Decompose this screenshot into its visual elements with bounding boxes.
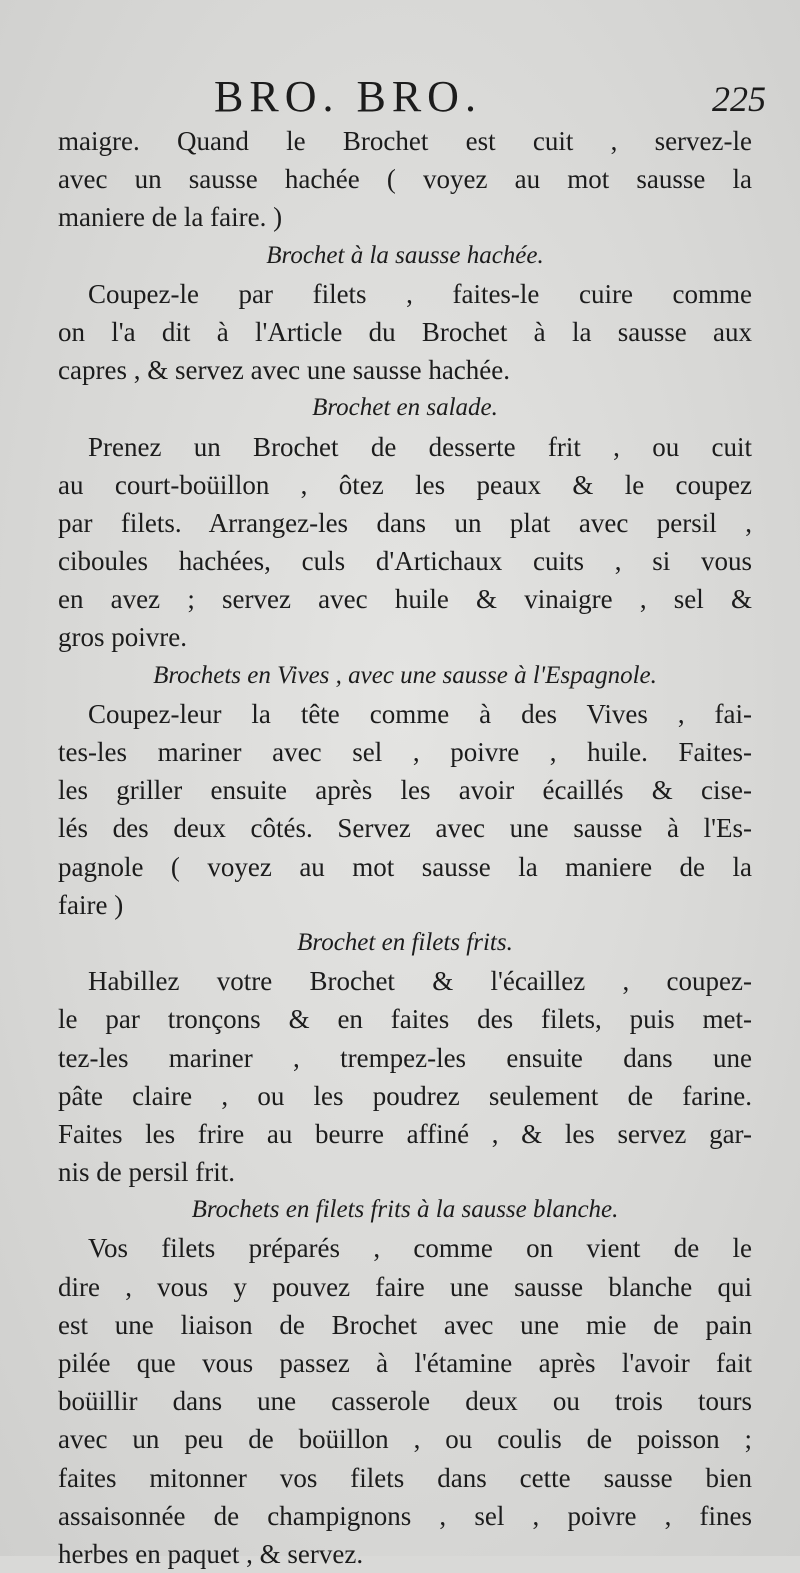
page-number: 225 xyxy=(712,79,766,119)
recipe-heading: Brochet à la sausse hachée. xyxy=(266,241,544,269)
text-line: herbes en paquet , & servez. xyxy=(58,1538,364,1569)
text-line: Prenez un Brochet de desserte frit , ou cuit xyxy=(88,431,752,462)
text-line: faites mitonner vos filets dans cette sausse bien xyxy=(58,1462,752,1493)
text-line: pâte claire , ou les poudrez seulement de farine. xyxy=(58,1080,752,1111)
text-line: dire , vous y pouvez faire une sausse blanche qui xyxy=(58,1271,752,1302)
text-line: est une liaison de Brochet avec une mie de pain xyxy=(58,1309,752,1340)
text-line: lés des deux côtés. Servez avec une sausse à l'Es- xyxy=(58,813,752,844)
text-line: capres , & servez avec une sausse hachée. xyxy=(58,355,511,386)
page-header xyxy=(0,72,800,122)
text-line: Faites les frire au beurre affiné , & les servez gar- xyxy=(58,1118,752,1149)
recipe-heading: Brochets en filets frits à la sausse blanche. xyxy=(191,1196,619,1224)
text-line: Coupez-le par filets , faites-le cuire comme xyxy=(88,278,752,309)
recipe-heading: Brochet en salade. xyxy=(312,394,498,422)
text-line: maigre. Quand le Brochet est cuit , servez-le xyxy=(58,126,752,156)
text-line: Coupez-leur la tête comme à des Vives , fai- xyxy=(88,698,752,729)
text-line: ciboules hachées, culs d'Artichaux cuits , si vous xyxy=(58,546,752,577)
text-line: faire ) xyxy=(58,889,124,920)
text-line: avec un sausse hachée ( voyez au mot sausse la xyxy=(58,164,752,195)
text-line: pilée que vous passez à l'étamine après l'avoir fait xyxy=(58,1348,752,1378)
text-line: Habillez votre Brochet & l'écaillez , coupez- xyxy=(88,966,752,997)
text-line: le par tronçons & en faites des filets, puis met- xyxy=(58,1004,752,1035)
text-line: gros poivre. xyxy=(58,622,187,653)
text-line: au court-boüillon , ôtez les peaux & le coupez xyxy=(58,469,752,500)
text-line: nis de persil frit. xyxy=(58,1157,235,1188)
text-line: maniere de la faire. ) xyxy=(58,202,283,233)
body-text xyxy=(58,122,752,1573)
text-line: tez-les mariner , trempez-les ensuite dans une xyxy=(58,1042,752,1073)
text-line: on l'a dit à l'Article du Brochet à la sausse aux xyxy=(58,316,752,347)
text-line: boüillir dans une casserole deux ou trois tours xyxy=(58,1386,752,1417)
recipe-heading: Brochet en filets frits. xyxy=(297,928,513,956)
text-line: pagnole ( voyez au mot sausse la maniere de la xyxy=(58,851,752,882)
text-line: en avez ; servez avec huile & vinaigre , sel & xyxy=(58,584,752,615)
running-head: BRO. BRO. xyxy=(214,72,482,121)
text-line: avec un peu de boüillon , ou coulis de poisson ; xyxy=(58,1424,752,1455)
text-line: assaisonnée de champignons , sel , poivre , fines xyxy=(58,1500,752,1531)
text-line: Vos filets préparés , comme on vient de le xyxy=(88,1233,752,1264)
recipe-heading: Brochets en Vives , avec une sausse à l'Espagnole. xyxy=(153,661,657,689)
text-line: par filets. Arrangez-les dans un plat avec persil , xyxy=(58,507,752,538)
text-line: les griller ensuite après les avoir écaillés & cise- xyxy=(58,775,752,806)
text-line: tes-les mariner avec sel , poivre , huile. Faites- xyxy=(58,737,752,767)
